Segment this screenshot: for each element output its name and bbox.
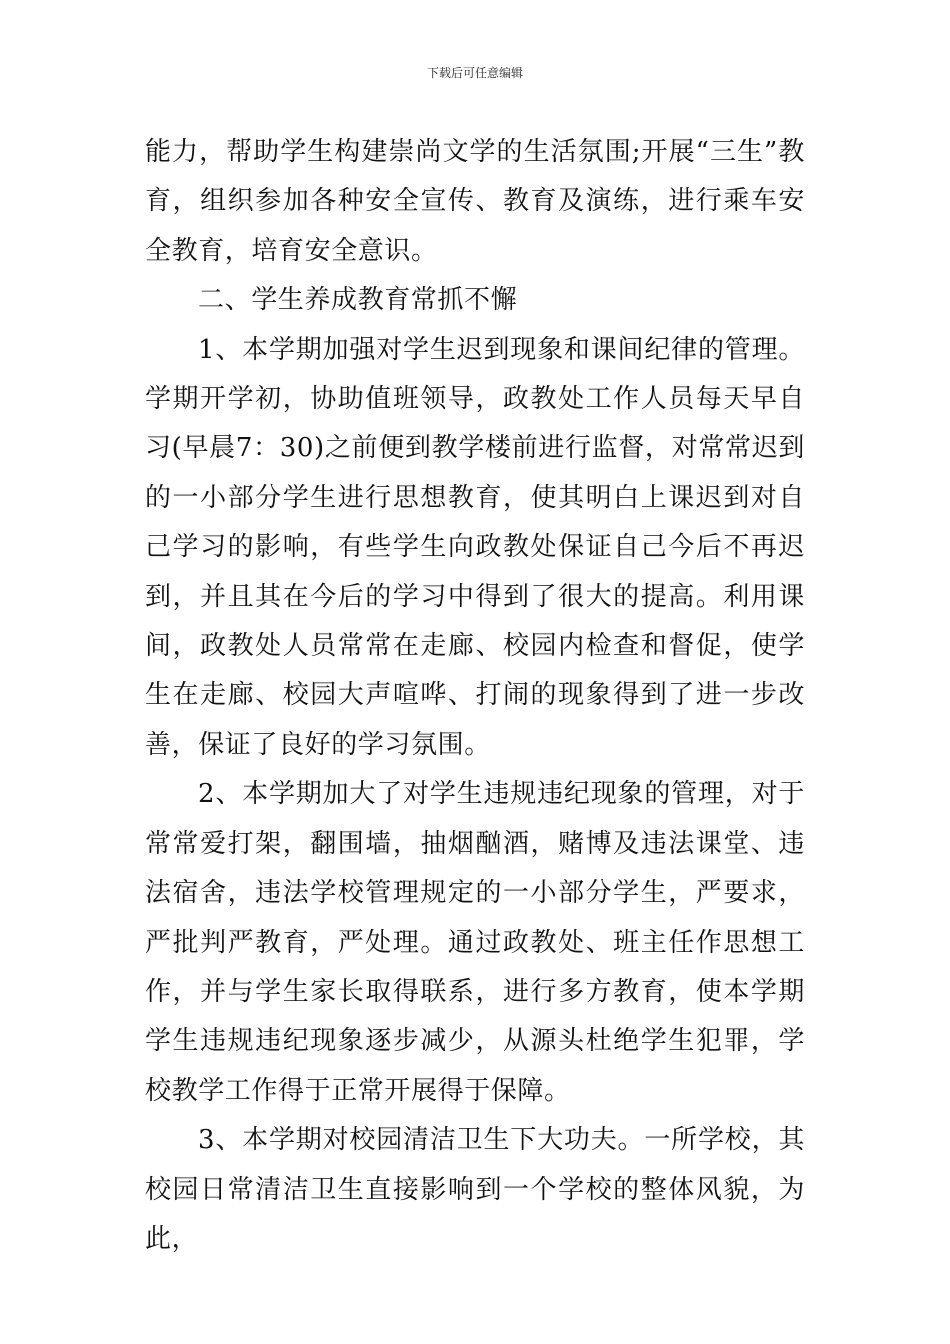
- section-heading-habit-education: 二、学生养成教育常抓不懈: [198, 285, 518, 316]
- page-header: 下载后可任意编辑: [426, 66, 523, 80]
- paragraph-discipline-management: 2、本学期加大了对学生违规违纪现象的管理，对于常常爱打架，翻围墙，抽烟酗酒，赌博及违法课堂、违法宿舍，违法学校管理规定的一小部分学生，严要求，严批判严教育，严处理。通过政教处、班主任作思想工作，并与学生家长取得联系，进行多方教育，使本学期学生违规违纪现象逐步减少，从源头杜绝学生犯罪，学校教学工作得于正常开展得于保障。: [145, 779, 805, 1106]
- paragraph-lateness-management: 1、本学期加强对学生迟到现象和课间纪律的管理。学期开学初，协助值班领导，政教处工作人员每天早自习(早晨7：30)之前便到教学楼前进行监督，对常常迟到的一小部分学生进行思想教育，使其明白上课迟到对自己学习的影响，有些学生向政教处保证自己今后不再迟到，并且其在今后的学习中得到了很大的提高。利用课间，政教处人员常常在走廊、校园内检查和督促，使学生在走廊、校园大声喧哗、打闹的现象得到了进一步改善，保证了良好的学习氛围。: [145, 334, 805, 760]
- paragraph-campus-hygiene: 3、本学期对校园清洁卫生下大功夫。一所学校，其校园日常清洁卫生直接影响到一个学校的整体风貌，为此，: [145, 1125, 805, 1254]
- document-body: [145, 128, 805, 1264]
- paragraph-safety-education: 能力，帮助学生构建崇尚文学的生活氛围;开展“三生”教育，组织参加各种安全宣传、教育及演练，进行乘车安全教育，培育安全意识。: [145, 137, 805, 266]
